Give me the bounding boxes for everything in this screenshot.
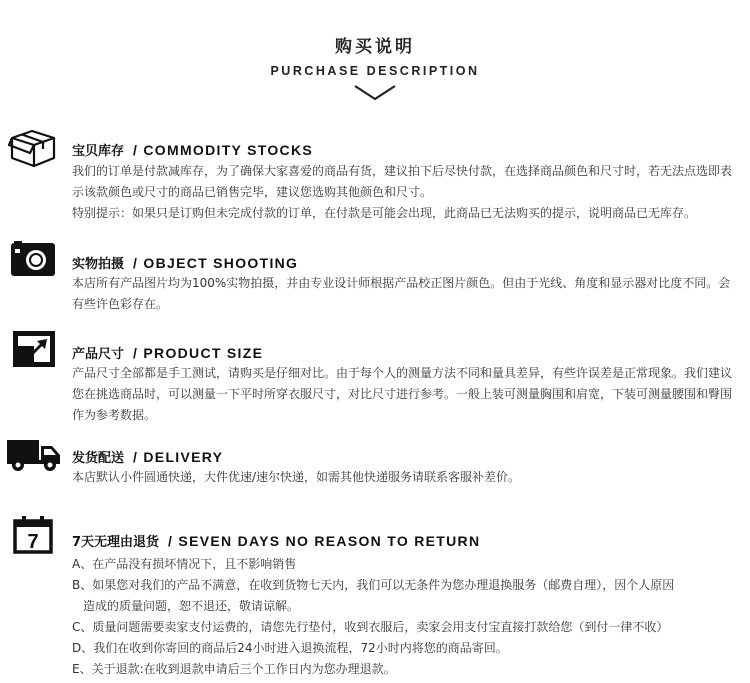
section-title-en: / COMMODITY STOCKS (133, 142, 314, 158)
section-title (72, 140, 313, 159)
list-item: D、我们在收到你寄回的商品后24小时进入退换流程，72小时内将您的商品寄回。 (72, 641, 508, 655)
calendar-7-icon (13, 516, 53, 554)
section-title-cn: 实物拍摄 (72, 257, 125, 272)
section-delivery (0, 438, 750, 498)
page-header (0, 0, 750, 110)
page-title: 购买说明 (335, 37, 415, 57)
box-icon (8, 128, 58, 168)
calendar-number: 7 (27, 531, 39, 553)
section-product-size (0, 329, 750, 429)
section-seven-day-return (0, 516, 750, 681)
paragraph: 本店默认小件圆通快递，大件优速/速尔快递，如需其他快递服务请联系客服补差价。 (72, 470, 521, 484)
page-subtitle: PURCHASE DESCRIPTION (270, 64, 480, 78)
paragraph: 特别提示：如果只是订购但未完成付款的订单，在付款是可能会出现，此商品已无法购买的提示，说明商品已无库存。 (72, 206, 697, 220)
truck-icon (7, 438, 61, 472)
section-body (72, 161, 742, 224)
section-title-cn: 7天无理由退货 (72, 535, 160, 550)
chevron-down-icon (353, 84, 397, 102)
paragraph: 我们的订单是付款减库存，为了确保大家喜爱的商品有货，建议拍下后尽快付款，在选择商品颜色和尺寸时，若无法点选即表示该款颜色或尺寸的商品已销售完毕，建议您选购其他颜色和尺寸。 (72, 164, 733, 199)
section-body (72, 467, 742, 488)
section-commodity-stocks (0, 128, 750, 228)
section-body (72, 273, 742, 315)
section-title-en: / SEVEN DAYS NO REASON TO RETURN (168, 533, 481, 549)
list-item: A、在产品没有损坏情况下，且不影响销售 (72, 557, 297, 571)
section-title-en: / DELIVERY (133, 449, 224, 465)
list-item: B、如果您对我们的产品不满意，在收到货物七天内，我们可以无条件为您办理退换服务（邮费自理），因个人原因 (72, 578, 675, 592)
section-title-en: / OBJECT SHOOTING (133, 255, 299, 271)
list-item: C、质量问题需要卖家支付运费的，请您先行垫付，收到衣服后，卖家会用支付宝直接打款给您（到付一律不收） (72, 620, 669, 634)
section-title-cn: 发货配送 (72, 451, 125, 466)
list-item-continuation: 造成的质量问题，恕不退还，敬请谅解。 (83, 599, 300, 613)
resize-icon (13, 331, 55, 367)
section-title (72, 343, 263, 362)
section-object-shooting (0, 240, 750, 320)
section-title-cn: 宝贝库存 (72, 144, 125, 159)
paragraph: 本店所有产品图片均为100%实物拍摄，并由专业设计师根据产品校正图片颜色。但由于光线、角度和显示器对比度不同。会有些许色彩存在。 (72, 276, 731, 311)
list-item: E、关于退款:在收到退款申请后三个工作日内为您办理退款。 (72, 662, 396, 676)
section-title (72, 253, 298, 272)
camera-icon (11, 241, 55, 277)
section-body (72, 363, 742, 426)
section-title (72, 447, 223, 466)
return-policy-list (72, 554, 742, 680)
section-title-cn: 产品尺寸 (72, 347, 125, 362)
section-title (72, 531, 480, 550)
paragraph: 产品尺寸全部都是手工测试，请购买是仔细对比。由于每个人的测量方法不同和量具差异，有些许误差是正常现象。我们建议您在挑选商品时，可以测量一下平时所穿衣服尺寸，对比尺寸进行参考。一般上装可测量胸围和肩宽，下装可测量腰围和臀围作为参考数据。 (72, 366, 733, 422)
section-title-en: / PRODUCT SIZE (133, 345, 264, 361)
